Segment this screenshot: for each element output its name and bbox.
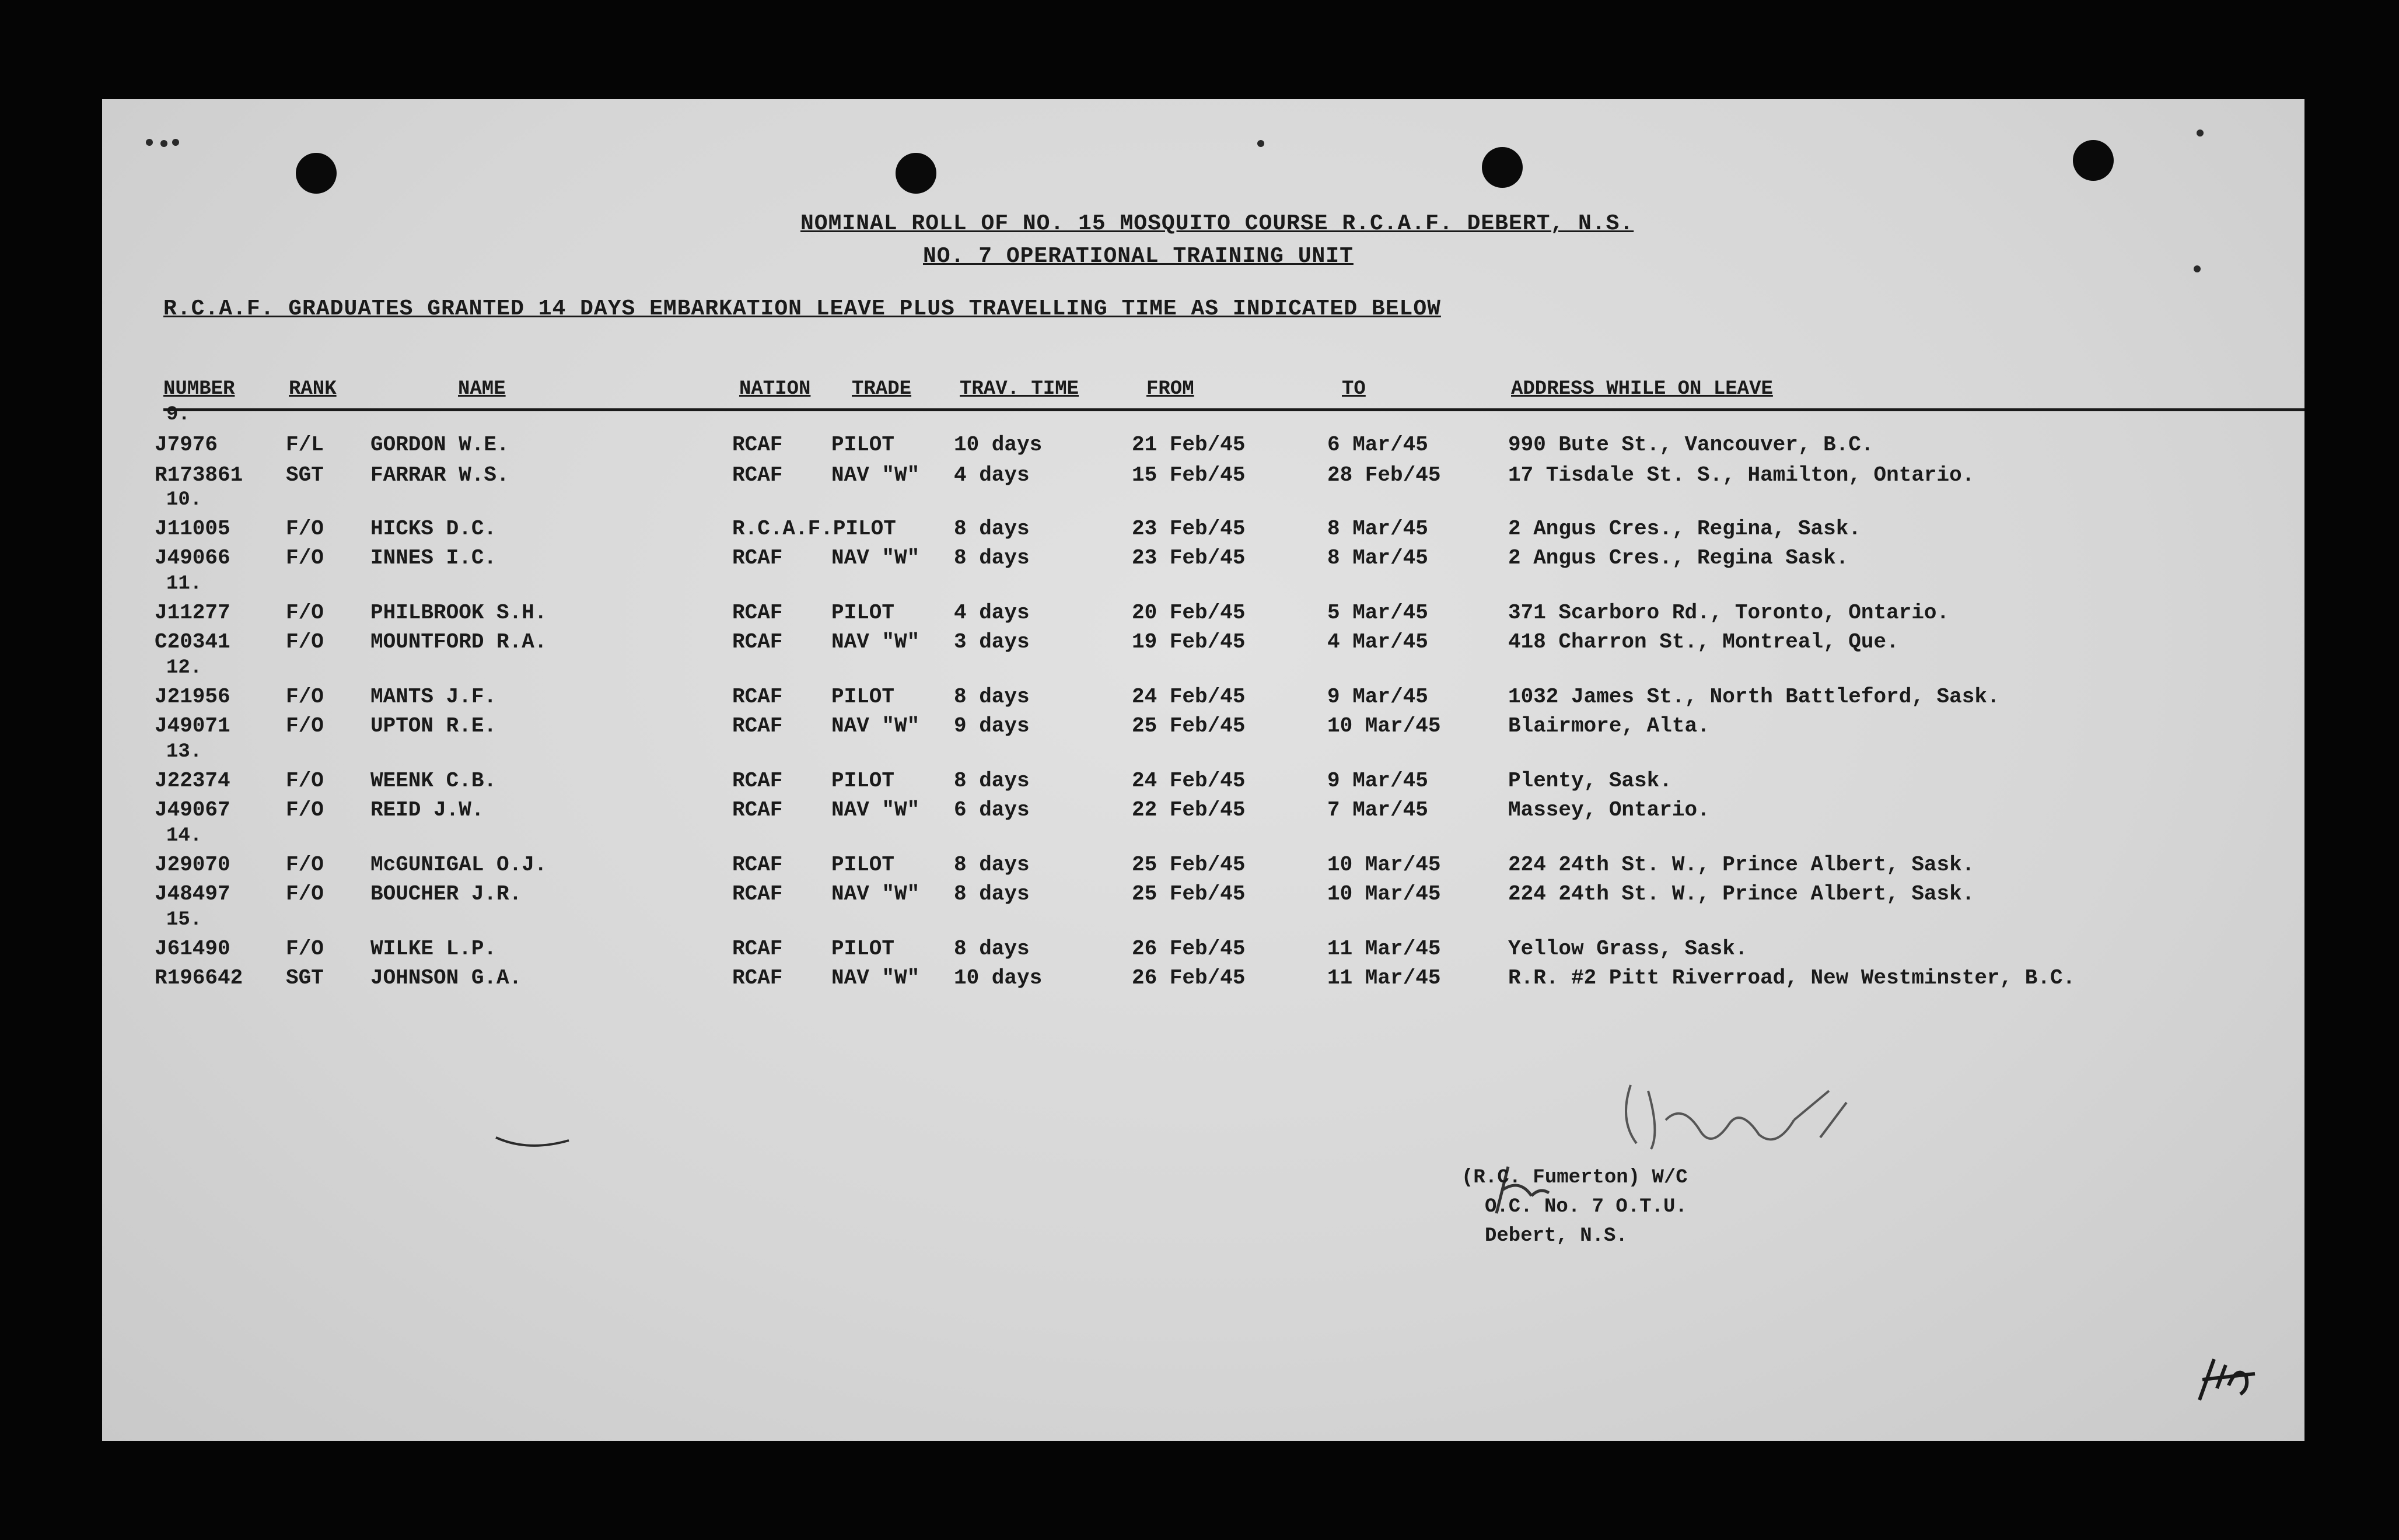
cell-number: J22374 [155, 769, 230, 793]
cell-nation: RCAF [732, 685, 783, 709]
cell-trade: NAV "W" [831, 966, 920, 990]
cell-trade: PILOT [831, 433, 895, 457]
cell-number: J21956 [155, 685, 230, 709]
cell-trav-time: 8 days [954, 517, 1030, 541]
speck-icon [146, 139, 153, 146]
cell-address: 371 Scarboro Rd., Toronto, Ontario. [1508, 601, 1950, 625]
cell-trade: PILOT [831, 601, 895, 625]
cell-name: FARRAR W.S. [370, 463, 509, 487]
cell-from: 19 Feb/45 [1132, 630, 1246, 654]
cell-to: 9 Mar/45 [1327, 769, 1428, 793]
header-nation: NATION [739, 378, 811, 400]
speck-icon [172, 139, 179, 146]
cell-address: 2 Angus Cres., Regina, Sask. [1508, 517, 1861, 541]
cell-nation: RCAF [732, 546, 783, 570]
signature-location: Debert, N.S. [1485, 1225, 1628, 1247]
cell-address: 990 Bute St., Vancouver, B.C. [1508, 433, 1874, 457]
header-rule [163, 408, 2304, 411]
cell-to: 5 Mar/45 [1327, 601, 1428, 625]
cell-from: 23 Feb/45 [1132, 517, 1246, 541]
cell-from: 24 Feb/45 [1132, 685, 1246, 709]
cell-trav-time: 10 days [954, 433, 1043, 457]
cell-address: R.R. #2 Pitt Riverroad, New Westminster, B.C. [1508, 966, 2076, 990]
table-row [102, 433, 2304, 461]
signature-title: O.C. No. 7 O.T.U. [1485, 1196, 1687, 1218]
group-label: 10. [166, 489, 202, 511]
cell-address: 224 24th St. W., Prince Albert, Sask. [1508, 882, 1975, 906]
cell-name: INNES I.C. [370, 546, 497, 570]
cell-nation: RCAF [732, 937, 783, 961]
cell-name: WILKE L.P. [370, 937, 497, 961]
header-name: NAME [458, 378, 506, 400]
document-page [102, 99, 2304, 1441]
cell-trade: PILOT [831, 937, 895, 961]
cell-trav-time: 6 days [954, 798, 1030, 822]
cell-number: J29070 [155, 853, 230, 877]
group-label: 13. [166, 741, 202, 763]
cell-nation-trade: R.C.A.F.PILOT [732, 517, 896, 541]
cell-name: MOUNTFORD R.A. [370, 630, 547, 654]
header-address: ADDRESS WHILE ON LEAVE [1511, 378, 1773, 400]
cell-trav-time: 3 days [954, 630, 1030, 654]
cell-trade: NAV "W" [831, 714, 920, 738]
cell-rank: F/O [286, 630, 324, 654]
cell-name: HICKS D.C. [370, 517, 497, 541]
cell-from: 21 Feb/45 [1132, 433, 1246, 457]
table-row [102, 714, 2304, 742]
punch-hole-icon [896, 153, 936, 194]
cell-number: R173861 [155, 463, 243, 487]
cell-name: MANTS J.F. [370, 685, 497, 709]
cell-from: 25 Feb/45 [1132, 714, 1246, 738]
cell-from: 26 Feb/45 [1132, 966, 1246, 990]
table-row [102, 546, 2304, 574]
cell-number: C20341 [155, 630, 230, 654]
cell-name: WEENK C.B. [370, 769, 497, 793]
cell-name: REID J.W. [370, 798, 484, 822]
cell-from: 24 Feb/45 [1132, 769, 1246, 793]
cell-to: 10 Mar/45 [1327, 853, 1441, 877]
cell-trade: PILOT [831, 685, 895, 709]
cell-trade: NAV "W" [831, 463, 920, 487]
table-row [102, 798, 2304, 826]
cell-to: 6 Mar/45 [1327, 433, 1428, 457]
signature-name: (R.C. Fumerton) W/C [1461, 1167, 1688, 1189]
cell-nation: RCAF [732, 798, 783, 822]
cell-trade: NAV "W" [831, 630, 920, 654]
header-rank: RANK [289, 378, 337, 400]
speck-icon [160, 140, 167, 147]
cell-rank: F/O [286, 769, 324, 793]
group-label: 14. [166, 825, 202, 847]
cell-trav-time: 8 days [954, 882, 1030, 906]
header-number: NUMBER [163, 378, 235, 400]
cell-trade: PILOT [831, 769, 895, 793]
cell-rank: F/O [286, 798, 324, 822]
cell-name: JOHNSON G.A. [370, 966, 522, 990]
table-row [102, 630, 2304, 658]
cell-trav-time: 10 days [954, 966, 1043, 990]
cell-nation: RCAF [732, 714, 783, 738]
cell-trav-time: 8 days [954, 685, 1030, 709]
cell-trav-time: 9 days [954, 714, 1030, 738]
cell-trav-time: 8 days [954, 769, 1030, 793]
cell-to: 9 Mar/45 [1327, 685, 1428, 709]
cell-trav-time: 8 days [954, 546, 1030, 570]
cell-rank: F/O [286, 882, 324, 906]
cell-number: J61490 [155, 937, 230, 961]
speck-icon [2197, 130, 2204, 136]
punch-hole-icon [296, 153, 337, 194]
cell-trav-time: 4 days [954, 601, 1030, 625]
page-number-mark-icon [2191, 1353, 2261, 1406]
header-from: FROM [1146, 378, 1194, 400]
table-row [102, 937, 2304, 965]
cell-nation: RCAF [732, 630, 783, 654]
cell-trade: NAV "W" [831, 546, 920, 570]
punch-hole-icon [2073, 140, 2114, 181]
cell-nation: RCAF [732, 463, 783, 487]
cell-name: UPTON R.E. [370, 714, 497, 738]
cell-number: J49067 [155, 798, 230, 822]
cell-rank: F/O [286, 517, 324, 541]
cell-to: 11 Mar/45 [1327, 966, 1441, 990]
cell-number: J49071 [155, 714, 230, 738]
speck-icon [2194, 265, 2201, 272]
header-to: TO [1342, 378, 1366, 400]
pen-mark-icon [493, 1132, 575, 1155]
cell-to: 10 Mar/45 [1327, 882, 1441, 906]
cell-name: GORDON W.E. [370, 433, 509, 457]
cell-rank: F/O [286, 853, 324, 877]
cell-number: J48497 [155, 882, 230, 906]
cell-name: BOUCHER J.R. [370, 882, 522, 906]
cell-address: 17 Tisdale St. S., Hamilton, Ontario. [1508, 463, 1975, 487]
punch-hole-icon [1482, 147, 1523, 188]
cell-trade: NAV "W" [831, 798, 920, 822]
table-row [102, 853, 2304, 881]
cell-address: 418 Charron St., Montreal, Que. [1508, 630, 1899, 654]
cell-to: 10 Mar/45 [1327, 714, 1441, 738]
cell-nation: RCAF [732, 769, 783, 793]
cell-from: 26 Feb/45 [1132, 937, 1246, 961]
cell-rank: F/O [286, 601, 324, 625]
cell-trav-time: 8 days [954, 937, 1030, 961]
table-row [102, 685, 2304, 713]
cell-nation: RCAF [732, 853, 783, 877]
cell-trade: NAV "W" [831, 882, 920, 906]
table-row [102, 463, 2304, 491]
page-subtitle: NO. 7 OPERATIONAL TRAINING UNIT [923, 244, 1354, 269]
cell-to: 28 Feb/45 [1327, 463, 1441, 487]
cell-rank: F/O [286, 546, 324, 570]
cell-trav-time: 4 days [954, 463, 1030, 487]
page-title: NOMINAL ROLL OF NO. 15 MOSQUITO COURSE R.C.A.F. DEBERT, N.S. [800, 211, 1634, 236]
cell-trade: PILOT [831, 853, 895, 877]
cell-from: 15 Feb/45 [1132, 463, 1246, 487]
cell-number: J11277 [155, 601, 230, 625]
cell-rank: F/O [286, 714, 324, 738]
table-row [102, 882, 2304, 910]
cell-rank: SGT [286, 966, 324, 990]
cell-address: Blairmore, Alta. [1508, 714, 1710, 738]
group-label: 9. [166, 404, 190, 426]
cell-from: 22 Feb/45 [1132, 798, 1246, 822]
table-row [102, 966, 2304, 994]
group-label: 15. [166, 909, 202, 931]
table-row [102, 517, 2304, 545]
group-label: 12. [166, 657, 202, 679]
cell-rank: SGT [286, 463, 324, 487]
table-row [102, 601, 2304, 629]
group-label: 11. [166, 573, 202, 595]
cell-address: Yellow Grass, Sask. [1508, 937, 1748, 961]
speck-icon [1257, 140, 1264, 147]
cell-nation: RCAF [732, 966, 783, 990]
cell-address: 1032 James St., North Battleford, Sask. [1508, 685, 2000, 709]
cell-rank: F/L [286, 433, 324, 457]
cell-address: 2 Angus Cres., Regina Sask. [1508, 546, 1849, 570]
cell-nation: RCAF [732, 882, 783, 906]
cell-rank: F/O [286, 937, 324, 961]
cell-to: 8 Mar/45 [1327, 546, 1428, 570]
cell-number: J11005 [155, 517, 230, 541]
cell-name: PHILBROOK S.H. [370, 601, 547, 625]
cell-trav-time: 8 days [954, 853, 1030, 877]
section-heading: R.C.A.F. GRADUATES GRANTED 14 DAYS EMBARKATION LEAVE PLUS TRAVELLING TIME AS INDICATED BELOW [163, 296, 1441, 321]
cell-number: J49066 [155, 546, 230, 570]
cell-nation: RCAF [732, 433, 783, 457]
cell-to: 8 Mar/45 [1327, 517, 1428, 541]
cell-name: McGUNIGAL O.J. [370, 853, 547, 877]
header-trav-time: TRAV. TIME [960, 378, 1079, 400]
cell-number: J7976 [155, 433, 218, 457]
cell-from: 23 Feb/45 [1132, 546, 1246, 570]
cell-rank: F/O [286, 685, 324, 709]
cell-from: 20 Feb/45 [1132, 601, 1246, 625]
cell-to: 11 Mar/45 [1327, 937, 1441, 961]
cell-to: 7 Mar/45 [1327, 798, 1428, 822]
header-trade: TRADE [852, 378, 912, 400]
cell-from: 25 Feb/45 [1132, 853, 1246, 877]
cell-nation: RCAF [732, 601, 783, 625]
cell-address: Massey, Ontario. [1508, 798, 1710, 822]
cell-from: 25 Feb/45 [1132, 882, 1246, 906]
cell-number: R196642 [155, 966, 243, 990]
cell-address: 224 24th St. W., Prince Albert, Sask. [1508, 853, 1975, 877]
cell-to: 4 Mar/45 [1327, 630, 1428, 654]
table-row [102, 769, 2304, 797]
cell-address: Plenty, Sask. [1508, 769, 1672, 793]
